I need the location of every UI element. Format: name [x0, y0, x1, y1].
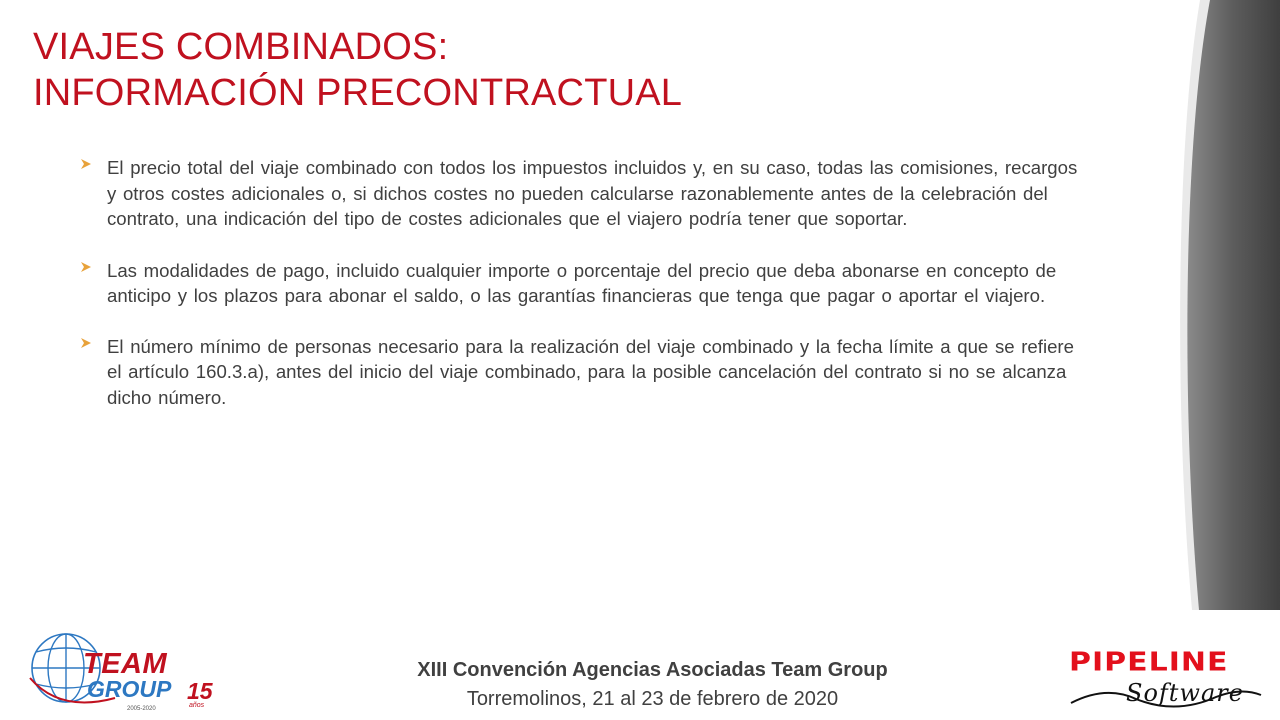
pipeline-software-logo	[1066, 645, 1266, 717]
bullet-text: El precio total del viaje combinado con todos los impuestos incluidos y, en su caso, todas las comisiones, recargos y otros costes adicionales o, si dichos costes no pueden calcularse razonablemente antes de la celebración del contrato, una indicación del tipo de costes adicionales que el viajero podría tener que soportar.	[107, 157, 1078, 229]
team-logo-number: 15	[187, 678, 213, 704]
pipeline-logo-word2: Software	[1126, 679, 1244, 707]
footer	[300, 656, 1005, 714]
bullet-item	[80, 155, 1090, 232]
footer-event-location: Torremolinos, 21 al 23 de febrero de 2020	[466, 688, 839, 710]
bullet-text: Las modalidades de pago, incluido cualquier importe o porcentaje del precio que deba abonarse en concepto de anticipo y los plazos para abonar el saldo, o las garantías financieras que tenga que pagar o aportar el viajero.	[107, 259, 1057, 306]
team-logo-word1: TEAM	[83, 648, 168, 680]
team-logo-word2: GROUP	[87, 676, 172, 702]
team-logo-years: 2005-2020	[127, 706, 156, 712]
bullet-text: El número mínimo de personas necesario para la realización del viaje combinado y la fecha límite a que se refiere el artículo 160.3.a), antes del inicio del viaje combinado, para la posible cancelación del contrato si no se alcanza dicho número.	[107, 335, 1074, 408]
title-line-1: VIAJES COMBINADOS:	[33, 26, 449, 68]
bullet-list	[80, 155, 1090, 436]
pipeline-logo-word1: PIPELINE	[1069, 647, 1229, 678]
title-line-2: INFORMACIÓN PRECONTRACTUAL	[33, 72, 683, 114]
arrowhead-bullet-icon	[80, 158, 92, 170]
arrowhead-bullet-icon	[80, 337, 92, 349]
bullet-item	[80, 334, 1090, 411]
team-logo-suffix: años	[189, 702, 205, 709]
footer-event-title: XIII Convención Agencias Asociadas Team Group	[417, 659, 888, 681]
arrowhead-bullet-icon	[80, 261, 92, 273]
slide-title	[33, 24, 1133, 116]
bullet-item	[80, 258, 1090, 309]
decorative-curve-band	[1180, 0, 1280, 610]
